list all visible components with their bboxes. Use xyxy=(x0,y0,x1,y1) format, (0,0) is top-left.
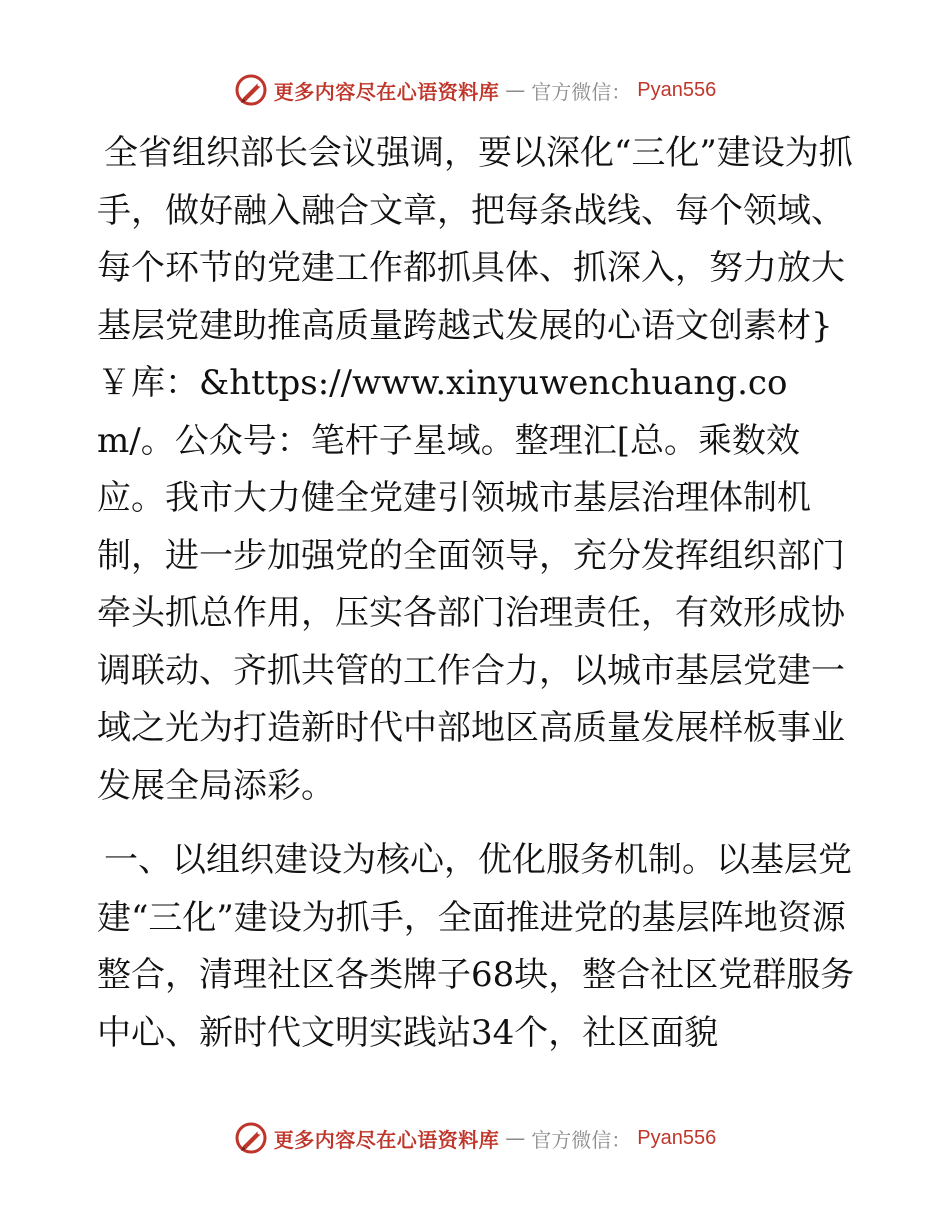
watermark-library-text: 更多内容尽在心语资料库 xyxy=(273,1127,500,1152)
watermark-library-text: 更多内容尽在心语资料库 xyxy=(273,79,500,104)
pen-logo-icon xyxy=(234,73,268,107)
watermark-wechat-label: 官方微信： xyxy=(531,1127,632,1152)
watermark-wechat-label: 官方微信： xyxy=(531,79,632,104)
watermark-separator: — xyxy=(505,78,526,102)
watermark-separator: — xyxy=(505,1126,526,1150)
header-watermark xyxy=(0,70,950,110)
paragraph-section-one: 一、以组织建设为核心，优化服务机制。以基层党建“三化”建设为抓手，全面推进党的基层阵地资源整合，清理社区各类牌子68块，整合社区党群服务中心、新时代文明实践站34个，社区面貌 xyxy=(97,840,855,1053)
document-body xyxy=(97,125,857,1062)
watermark-wechat-id: Pyan556 xyxy=(637,1126,717,1149)
paragraph-intro: 全省组织部长会议强调，要以深化“三化”建设为抓手，做好融入融合文章，把每条战线、每个领域、每个环节的党建工作都抓具体、抓深入，努力放大基层党建助推高质量跨越式发展的心语文创素材}￥库：&https://www.xinyuwenchuang.com/。公众号：笔杆子星域。整理汇[总。乘数效应。我市大力健全党建引领城市基层治理体制机制，进一步加强党的全面领导，充分发挥组织部门牵头抓总作用，压实各部门治理责任，有效形成协调联动、齐抓共管的工作合力，以城市基层党建一域之光为打造新时代中部地区高质量发展样板事业发展全局添彩。 xyxy=(97,133,853,806)
watermark-wechat-id: Pyan556 xyxy=(637,78,717,101)
pen-logo-icon xyxy=(234,1121,268,1155)
footer-watermark xyxy=(0,1118,950,1158)
